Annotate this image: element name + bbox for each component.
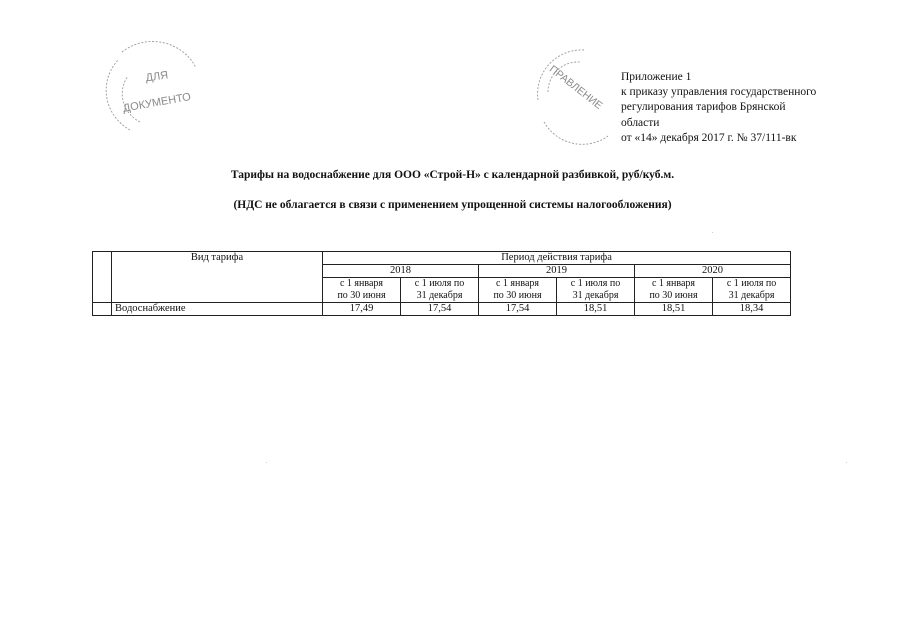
appendix-header — [621, 70, 881, 146]
subperiod-line-1: с 1 июля по — [414, 278, 465, 289]
stamp-left-line1: ДЛЯ — [144, 69, 169, 85]
table-index-header-cell — [93, 252, 112, 303]
appendix-line-2: к приказу управления государственного — [621, 86, 817, 99]
rate-cell: 17,49 — [323, 303, 401, 316]
scan-speck — [712, 232, 713, 233]
year-header-2019: 2019 — [479, 265, 635, 278]
row-index-cell — [93, 303, 112, 316]
rate-cell: 18,51 — [557, 303, 635, 316]
appendix-line-4: области — [621, 116, 660, 129]
subperiod-line-1: с 1 июля по — [726, 278, 777, 289]
tariff-type-header: Вид тарифа — [112, 252, 323, 303]
subperiod-header — [635, 278, 713, 303]
subperiod-line-2: по 30 июня — [649, 290, 698, 301]
year-header-2018: 2018 — [323, 265, 479, 278]
appendix-line-3: регулирования тарифов Брянской — [621, 101, 786, 114]
document-subtitle-vat-note: (НДС не облагается в связи с применением упрощенной системы налогообложения) — [233, 199, 672, 211]
subperiod-line-1: с 1 января — [651, 278, 696, 289]
year-header-2020: 2020 — [635, 265, 791, 278]
rate-cell: 17,54 — [401, 303, 479, 316]
appendix-line-1: Приложение 1 — [621, 71, 692, 83]
subperiod-line-1: с 1 января — [495, 278, 540, 289]
seal-stamp-left — [100, 38, 212, 146]
subperiod-header — [479, 278, 557, 303]
document-title: Тарифы на водоснабжение для ООО «Строй-Н» с календарной разбивкой, руб/куб.м. — [230, 169, 675, 181]
table-row — [93, 303, 791, 316]
subperiod-header — [557, 278, 635, 303]
subperiod-header — [713, 278, 791, 303]
subperiod-line-1: с 1 июля по — [570, 278, 621, 289]
subperiod-line-2: 31 декабря — [572, 290, 619, 301]
tariff-period-header: Период действия тарифа — [323, 252, 791, 265]
seal-stamp-right — [524, 40, 634, 148]
subperiod-line-2: по 30 июня — [337, 290, 386, 301]
tariff-table — [92, 251, 791, 316]
table-header-row — [93, 252, 791, 265]
subperiod-header — [401, 278, 479, 303]
scan-speck — [846, 462, 847, 463]
subperiod-line-1: с 1 января — [339, 278, 384, 289]
rate-cell: 18,34 — [713, 303, 791, 316]
scan-speck — [266, 462, 267, 463]
subperiod-line-2: 31 декабря — [728, 290, 775, 301]
subperiod-line-2: по 30 июня — [493, 290, 542, 301]
appendix-line-5: от «14» декабря 2017 г. № 37/111-вк — [621, 131, 797, 144]
subperiod-line-2: 31 декабря — [416, 290, 463, 301]
tariff-name-cell: Водоснабжение — [112, 303, 323, 316]
rate-cell: 17,54 — [479, 303, 557, 316]
rate-cell: 18,51 — [635, 303, 713, 316]
stamp-right-line1: ПРАВЛЕНИЕ — [546, 63, 605, 112]
stamp-left-line2: ДОКУМЕНТО — [121, 91, 192, 115]
subperiod-header — [323, 278, 401, 303]
